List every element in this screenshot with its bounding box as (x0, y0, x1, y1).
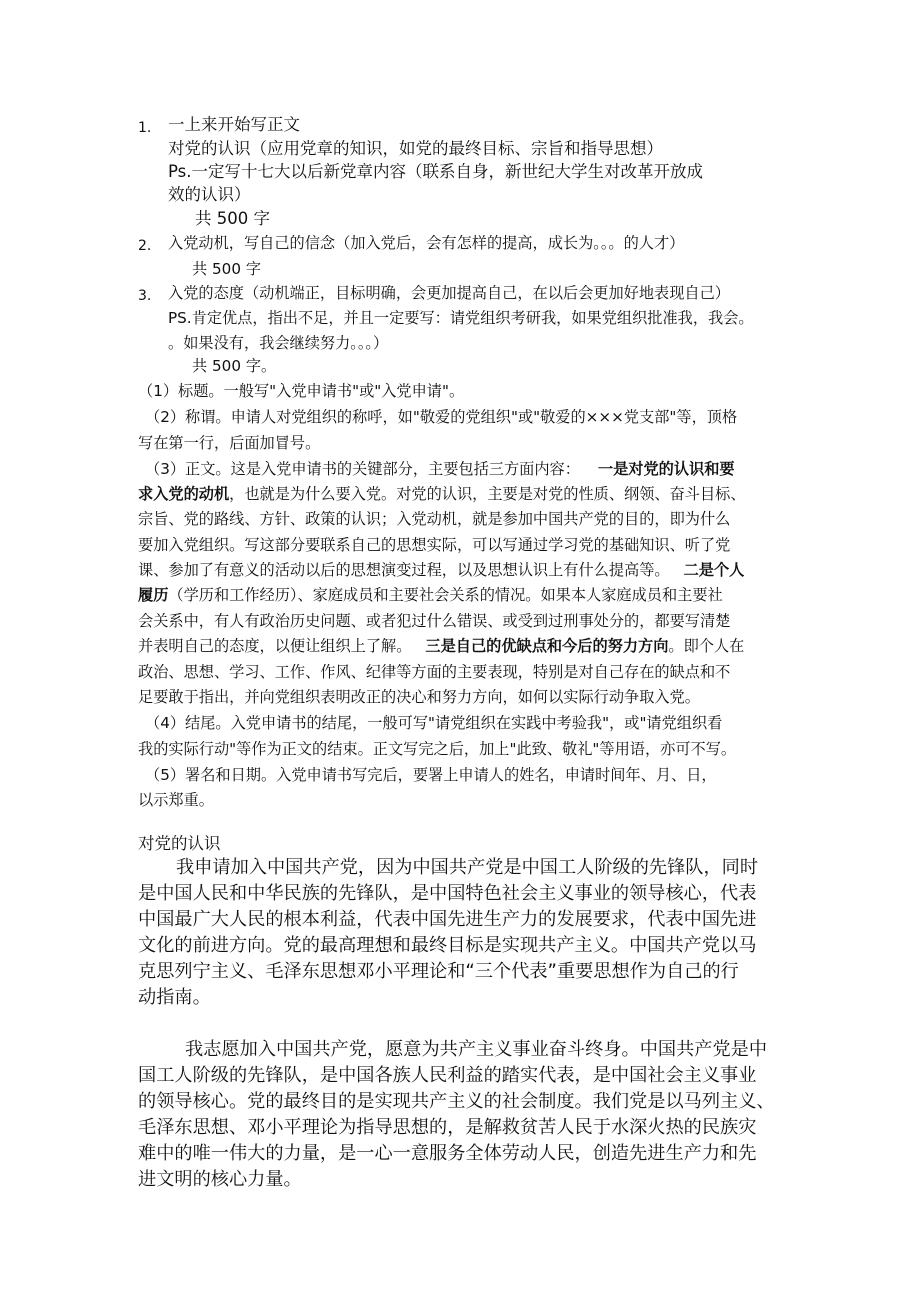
guide-paragraph: （4）结尾。入党申请书的结尾，一般可写"请党组织在实践中考验我"，或"请党组织看 (145, 714, 723, 732)
guide-paragraph-cont: 政治、思想、学习、工作、作风、纪律等方面的主要表现，特别是对自己存在的缺点和不 (138, 663, 731, 681)
essay-line: 我志愿加入中国共产党，愿意为共产主义事业奋斗终身。中国共产党是中 (185, 1039, 768, 1060)
list-item-title: 一上来开始写正文 (168, 115, 300, 134)
guide-emphasis: 二是个人 (683, 561, 745, 579)
list-number: 3. (138, 288, 152, 304)
list-item-line: 对党的认识（应用党章的知识，如党的最终目标、宗旨和指导思想） (168, 139, 663, 158)
list-item-title: 入党的态度（动机端正，目标明确，会更加提高自己，在以后会更加好地表现自己） (168, 284, 730, 302)
guide-paragraph-cont (138, 639, 744, 654)
guide-text: 课、参加了有意义的活动以后的思想演变过程，以及思想认识上有什么提高等。 (138, 561, 670, 579)
guide-text: 并表明自己的态度，以便让组织上了解。 (138, 637, 412, 655)
guide-emphasis: 履历 (138, 586, 169, 604)
list-item-title: 入党动机，写自己的信念（加入党后，会有怎样的提高，成长为。。。的人才） (168, 234, 685, 252)
word-count: 共 500 字 (195, 209, 270, 228)
essay-line: 是中国人民和中华民族的先锋队，是中国特色社会主义事业的领导核心，代表 (138, 883, 757, 904)
list-item-line: 。如果没有，我会继续努力。。。） (168, 334, 389, 352)
guide-paragraph-cont (138, 563, 744, 578)
guide-paragraph-cont: 会关系中，有人有政治历史问题、或者犯过什么错误、或受到过刑事处分的，都要写清楚 (138, 612, 731, 630)
list-item-line: Ps.一定写十七大以后新党章内容（联系自身，新世纪大学生对改革开放成 (168, 162, 704, 181)
guide-paragraph (145, 462, 735, 477)
list-item-line: PS.肯定优点，指出不足，并且一定要写：请党组织考研我，如果党组织批准我，我会。 (168, 309, 754, 327)
essay-line: 我申请加入中国共产党，因为中国共产党是中国工人阶级的先锋队，同时 (176, 857, 759, 878)
list-number: 2. (138, 238, 152, 254)
essay-line: 文化的前进方向。党的最高理想和最终目标是实现共产主义。中国共产党以马 (138, 935, 757, 956)
guide-paragraph: （2）称谓。申请人对党组织的称呼，如"敬爱的党组织"或"敬爱的×××党支部"等，顶格 (145, 408, 738, 426)
guide-paragraph: （1）标题。一般写"入党申请书"或"入党申请"。 (138, 382, 465, 400)
guide-emphasis: 三是自己的优缺点和今后的努力方向 (425, 637, 669, 655)
guide-paragraph-cont (138, 487, 746, 502)
guide-text: ，也就是为什么要入党。对党的认识，主要是对党的性质、纲领、奋斗目标、 (229, 485, 746, 503)
essay-line: 国工人阶级的先锋队，是中国各族人民利益的踏实代表，是中国社会主义事业 (138, 1065, 757, 1086)
guide-paragraph-cont: 以示郑重。 (138, 791, 214, 809)
word-count: 共 500 字 (192, 260, 262, 278)
essay-line: 克思列宁主义、毛泽东思想邓小平理论和“三个代表”重要思想作为自己的行 (138, 961, 739, 982)
guide-paragraph-cont: 足要敢于指出，并向党组织表明改正的决心和努力方向，如何以实际行动争取入党。 (138, 688, 700, 706)
essay-line: 进文明的核心力量。 (138, 1169, 302, 1190)
guide-text: （学历和工作经历）、家庭成员和主要社会关系的情况。如果本人家庭成员和主要社 (168, 586, 723, 604)
list-item-line: 效的认识） (168, 185, 251, 204)
list-number: 1. (138, 120, 152, 136)
guide-text: （3）正文。这是入党申请书的关键部分，主要包括三方面内容： (145, 460, 580, 478)
guide-paragraph-cont: 要加入党组织。写这部分要联系自己的思想实际，可以写通过学习党的基础知识、听了党 (138, 536, 731, 554)
guide-paragraph-cont: 写在第一行，后面加冒号。 (138, 434, 321, 452)
guide-paragraph-cont: 我的实际行动"等作为正文的结束。正文写完之后，加上"此致、敬礼"等用语，亦可不写。 (138, 740, 737, 758)
guide-paragraph: （5）署名和日期。入党申请书写完后，要署上申请人的姓名，申请时间年、月、日， (145, 766, 717, 784)
essay-line: 动指南。 (138, 987, 211, 1008)
guide-paragraph-cont (138, 588, 723, 603)
essay-line: 的领导核心。党的最终目的是实现共产主义的社会制度。我们党是以马列主义、 (138, 1091, 775, 1112)
guide-paragraph-cont: 宗旨、党的路线、方针、政策的认识；入党动机，就是参加中国共产党的目的，即为什么 (138, 510, 731, 528)
essay-line: 毛泽东思想、邓小平理论为指导思想的，是解救贫苦人民于水深火热的民族灾 (138, 1117, 757, 1138)
essay-line: 中国最广大人民的根本利益，代表中国先进生产力的发展要求，代表中国先进 (138, 909, 757, 930)
guide-text: 。即个人在 (668, 637, 745, 655)
word-count: 共 500 字。 (192, 357, 277, 375)
guide-emphasis: 求入党的动机 (138, 485, 230, 503)
essay-line: 难中的唯一伟大的力量，是一心一意服务全体劳动人民，创造先进生产力和先 (138, 1143, 757, 1164)
section-heading: 对党的认识 (138, 834, 221, 853)
guide-emphasis: 一是对党的认识和要 (597, 460, 735, 478)
